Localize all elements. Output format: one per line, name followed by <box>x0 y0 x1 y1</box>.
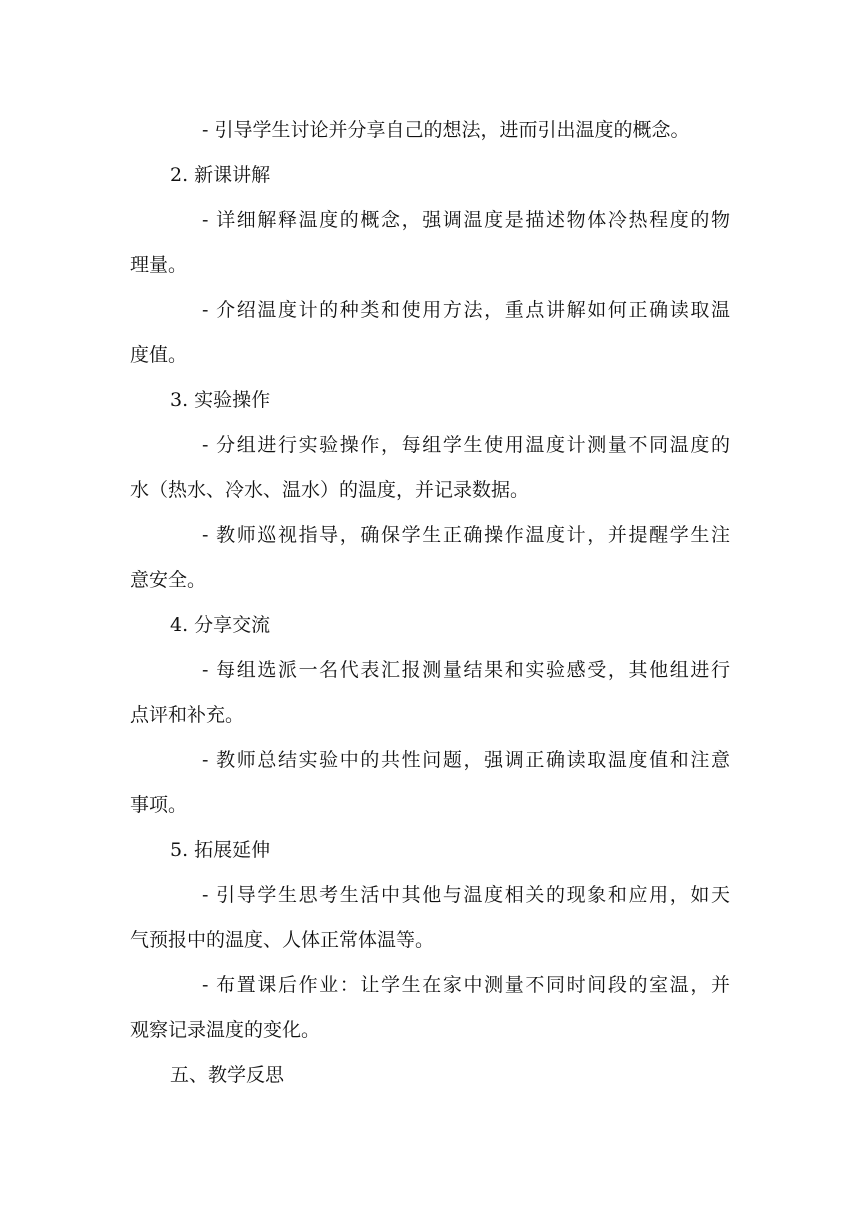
bullet-paragraph <box>130 198 730 288</box>
section-heading <box>130 1053 730 1098</box>
bullet-paragraph <box>130 963 730 1053</box>
text-line: 水（热水、冷水、温水）的温度，并记录数据。 <box>130 479 530 501</box>
text-line: - 分组进行实验操作，每组学生使用温度计测量不同温度的 <box>202 434 730 456</box>
bullet-paragraph <box>130 738 730 828</box>
text-line: - 每组选派一名代表汇报测量结果和实验感受，其他组进行 <box>202 659 730 681</box>
step-heading <box>130 378 730 423</box>
text-line: 3. 实验操作 <box>170 389 271 411</box>
text-line: 意安全。 <box>130 569 207 591</box>
text-line: 理量。 <box>130 254 188 276</box>
text-line: - 布置课后作业：让学生在家中测量不同时间段的室温，并 <box>202 974 730 996</box>
bullet-paragraph <box>130 423 730 513</box>
text-line: - 介绍温度计的种类和使用方法，重点讲解如何正确读取温 <box>202 299 730 321</box>
text-line: 事项。 <box>130 794 188 816</box>
text-line: - 教师总结实验中的共性问题，强调正确读取温度值和注意 <box>202 749 730 771</box>
text-line: 度值。 <box>130 344 188 366</box>
document-body <box>130 108 730 1098</box>
bullet-paragraph <box>130 513 730 603</box>
step-heading <box>130 828 730 873</box>
text-line: 点评和补充。 <box>130 704 245 726</box>
text-line: 观察记录温度的变化。 <box>130 1019 321 1041</box>
text-line: - 详细解释温度的概念，强调温度是描述物体冷热程度的物 <box>202 209 730 231</box>
text-line: 2. 新课讲解 <box>170 164 271 186</box>
text-line: 5. 拓展延伸 <box>170 839 271 861</box>
bullet-paragraph <box>130 288 730 378</box>
text-line: - 教师巡视指导，确保学生正确操作温度计，并提醒学生注 <box>202 524 730 546</box>
text-line: 4. 分享交流 <box>170 614 271 636</box>
text-line: - 引导学生讨论并分享自己的想法，进而引出温度的概念。 <box>202 119 690 141</box>
bullet-paragraph <box>130 873 730 963</box>
bullet-paragraph <box>130 648 730 738</box>
step-heading <box>130 153 730 198</box>
text-line: 五、教学反思 <box>170 1064 285 1086</box>
bullet-paragraph <box>130 108 730 153</box>
text-line: 气预报中的温度、人体正常体温等。 <box>130 929 435 951</box>
step-heading <box>130 603 730 648</box>
text-line: - 引导学生思考生活中其他与温度相关的现象和应用，如天 <box>202 884 730 906</box>
